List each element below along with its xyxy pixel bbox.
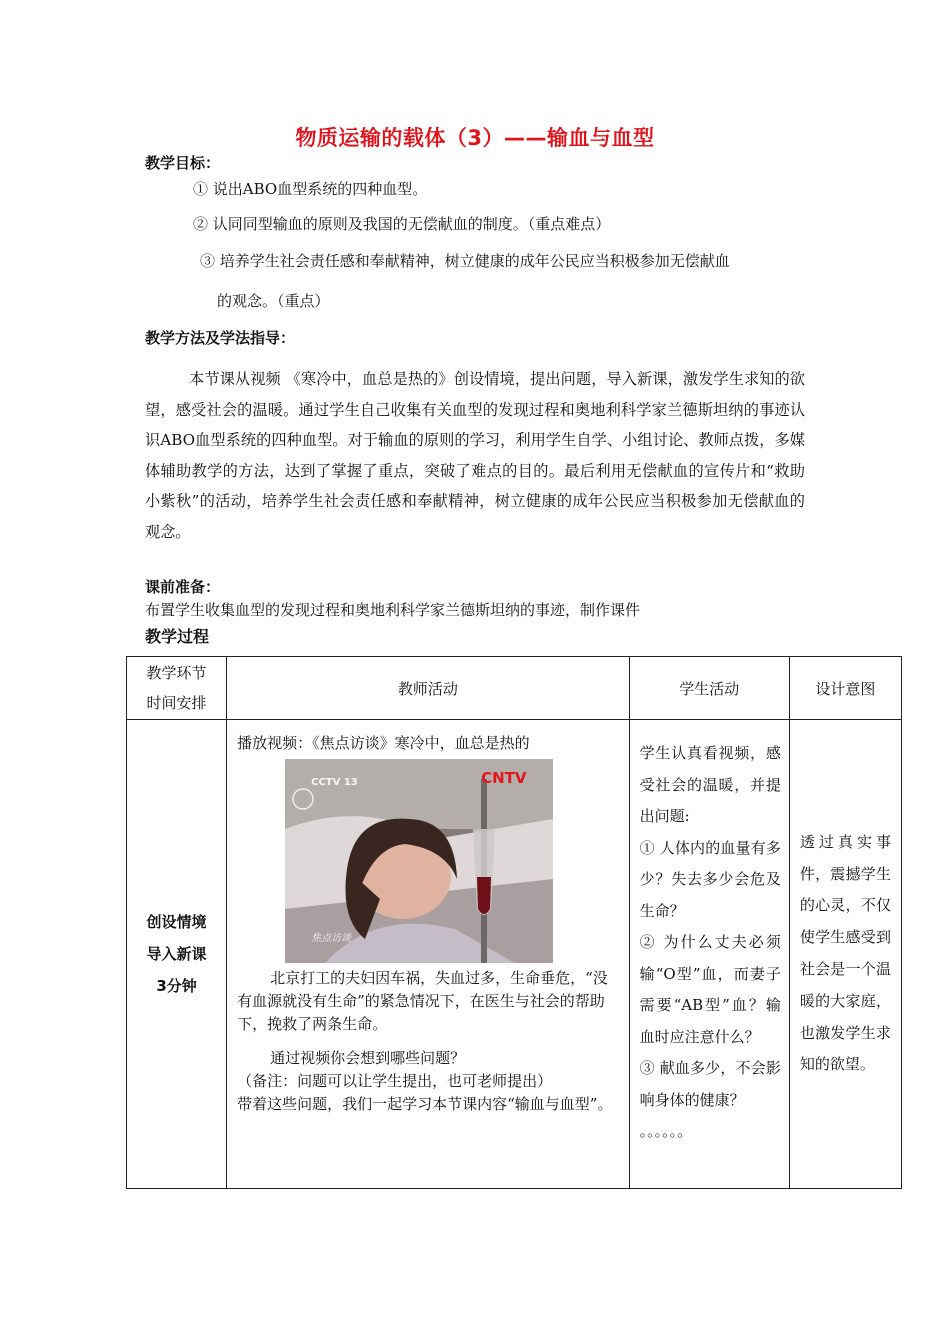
objective-2: ② 认同同型输血的原则及我国的无偿献血的制度。（重点难点） — [193, 215, 611, 233]
objective-1: ① 说出ABO血型系统的四种血型。 — [193, 180, 428, 198]
teacher-note: （备注：问题可以让学生提出，也可老师提出） — [237, 1072, 553, 1090]
stage-line3: 3分钟 — [156, 977, 197, 995]
video-still-image — [285, 759, 553, 963]
preparation-heading: 课前准备： — [145, 578, 221, 596]
header-stage-line1: 教学环节 — [146, 664, 207, 682]
header-stage-line2: 时间安排 — [146, 694, 207, 712]
header-stage — [127, 657, 227, 720]
program-logo: 焦点访谈 — [311, 933, 352, 944]
table-header-row — [127, 657, 902, 720]
header-student: 学生活动 — [629, 657, 789, 720]
cctv-logo: CCTV 13 — [311, 777, 358, 788]
design-intent-text: 透过真实事件，震撼学生的心灵，不仅使学生感受到社会是一个温暖的大家庭，也激发学生求知的欲望。 — [799, 832, 891, 1074]
lesson-table — [126, 656, 902, 1189]
teacher-question: 通过视频你会想到哪些问题？ — [270, 1049, 466, 1067]
header-design: 设计意图 — [789, 657, 901, 720]
objective-3-line2: 的观念。（重点） — [217, 292, 330, 310]
teacher-activity-cell — [227, 720, 630, 1189]
document-title: 物质运输的载体（3）——输血与血型 — [295, 126, 655, 150]
student-activity-cell — [629, 720, 789, 1189]
teacher-story: 北京打工的夫妇因车祸，失血过多，生命垂危，“没有血源就没有生命”的紧急情况下，在医生与社会的帮助下，挽救了两条生命。 — [237, 969, 608, 1033]
preparation-text: 布置学生收集血型的发现过程和奥地利科学家兰德斯坦纳的事迹，制作课件 — [145, 601, 641, 619]
table-row — [127, 720, 902, 1189]
stage-line1: 创设情境 — [146, 913, 207, 931]
methods-paragraph: 本节课从视频 《寒冷中，血总是热的》创设情境，提出问题，导入新课，激发学生求知的欲望，感受社会的温暖。通过学生自己收集有关血型的发现过程和奥地利科学家兰德斯坦纳的事迹认识ABO血型系统的四种血型。对于输血的原则的学习，利用学生自学、小组讨论、教师点拨，多媒体辅助教学的方法，达到了掌握了重点，突破了难点的目的。最后利用无偿献血的宣传片和“救助小紫秋”的活动，培养学生社会责任感和奉献精神，树立健康的成年公民应当积极参加无偿献血的观念。 — [145, 370, 805, 541]
methods-heading: 教学方法及学法指导： — [145, 329, 296, 347]
process-heading: 教学过程 — [145, 627, 210, 646]
stage-cell — [127, 720, 227, 1189]
stage-line2: 导入新课 — [146, 945, 207, 963]
objectives-heading: 教学目标： — [145, 154, 221, 172]
objective-3-line1: ③ 培养学生社会责任感和奉献精神，树立健康的成年公民应当积极参加无偿献血 — [200, 252, 730, 270]
teacher-intro: 播放视频：《焦点访谈》寒冷中，血总是热的 — [237, 734, 530, 752]
student-activity-text: 学生认真看视频，感受社会的温暖，并提出问题: ① 人体内的血量有多少？失去多少会危及生命？ ② 为什么丈夫必须输“O型”血，而妻子需要“AB型”血？输血时应注意什么？ ③ 献血多少，不会影响身体的健康？ 。。。。。。 — [639, 744, 781, 1140]
teacher-lead: 带着这些问题，我们一起学习本节课内容“输血与血型”。 — [237, 1095, 613, 1113]
header-teacher: 教师活动 — [227, 657, 630, 720]
cntv-logo: CNTV — [481, 769, 527, 787]
design-intent-cell — [789, 720, 901, 1189]
